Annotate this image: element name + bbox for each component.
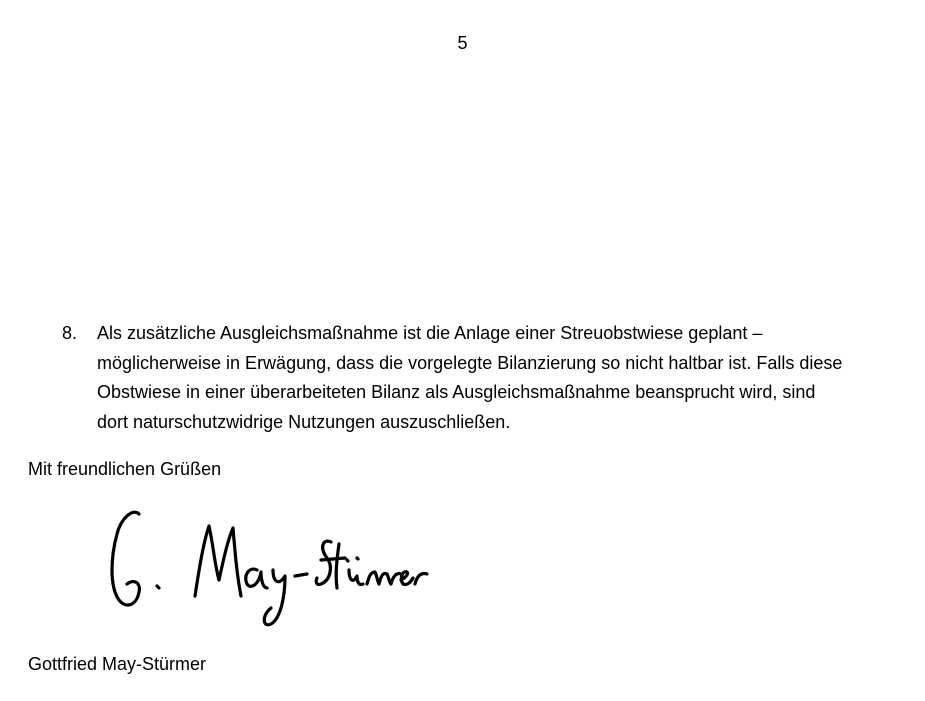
item-paragraph <box>97 319 902 437</box>
numbered-item-8 <box>62 319 902 437</box>
signer-name: Gottfried May-Stürmer <box>28 654 207 674</box>
closing-salutation: Mit freundlichen Grüßen <box>28 459 222 479</box>
item-line: Als zusätzliche Ausgleichsmaßnahme ist die Anlage einer Streuobstwiese geplant – <box>97 323 763 343</box>
item-number: 8. <box>62 323 78 343</box>
item-line: Obstwiese in einer überarbeiteten Bilanz als Ausgleichsmaßnahme beansprucht wird, sind <box>97 382 816 402</box>
page-number: 5 <box>457 33 468 53</box>
handwritten-signature <box>95 500 445 640</box>
item-line: möglicherweise in Erwägung, dass die vorgelegte Bilanzierung so nicht haltbar ist. Falls diese <box>97 352 843 373</box>
item-line: dort naturschutzwidrige Nutzungen auszuschließen. <box>97 411 511 432</box>
